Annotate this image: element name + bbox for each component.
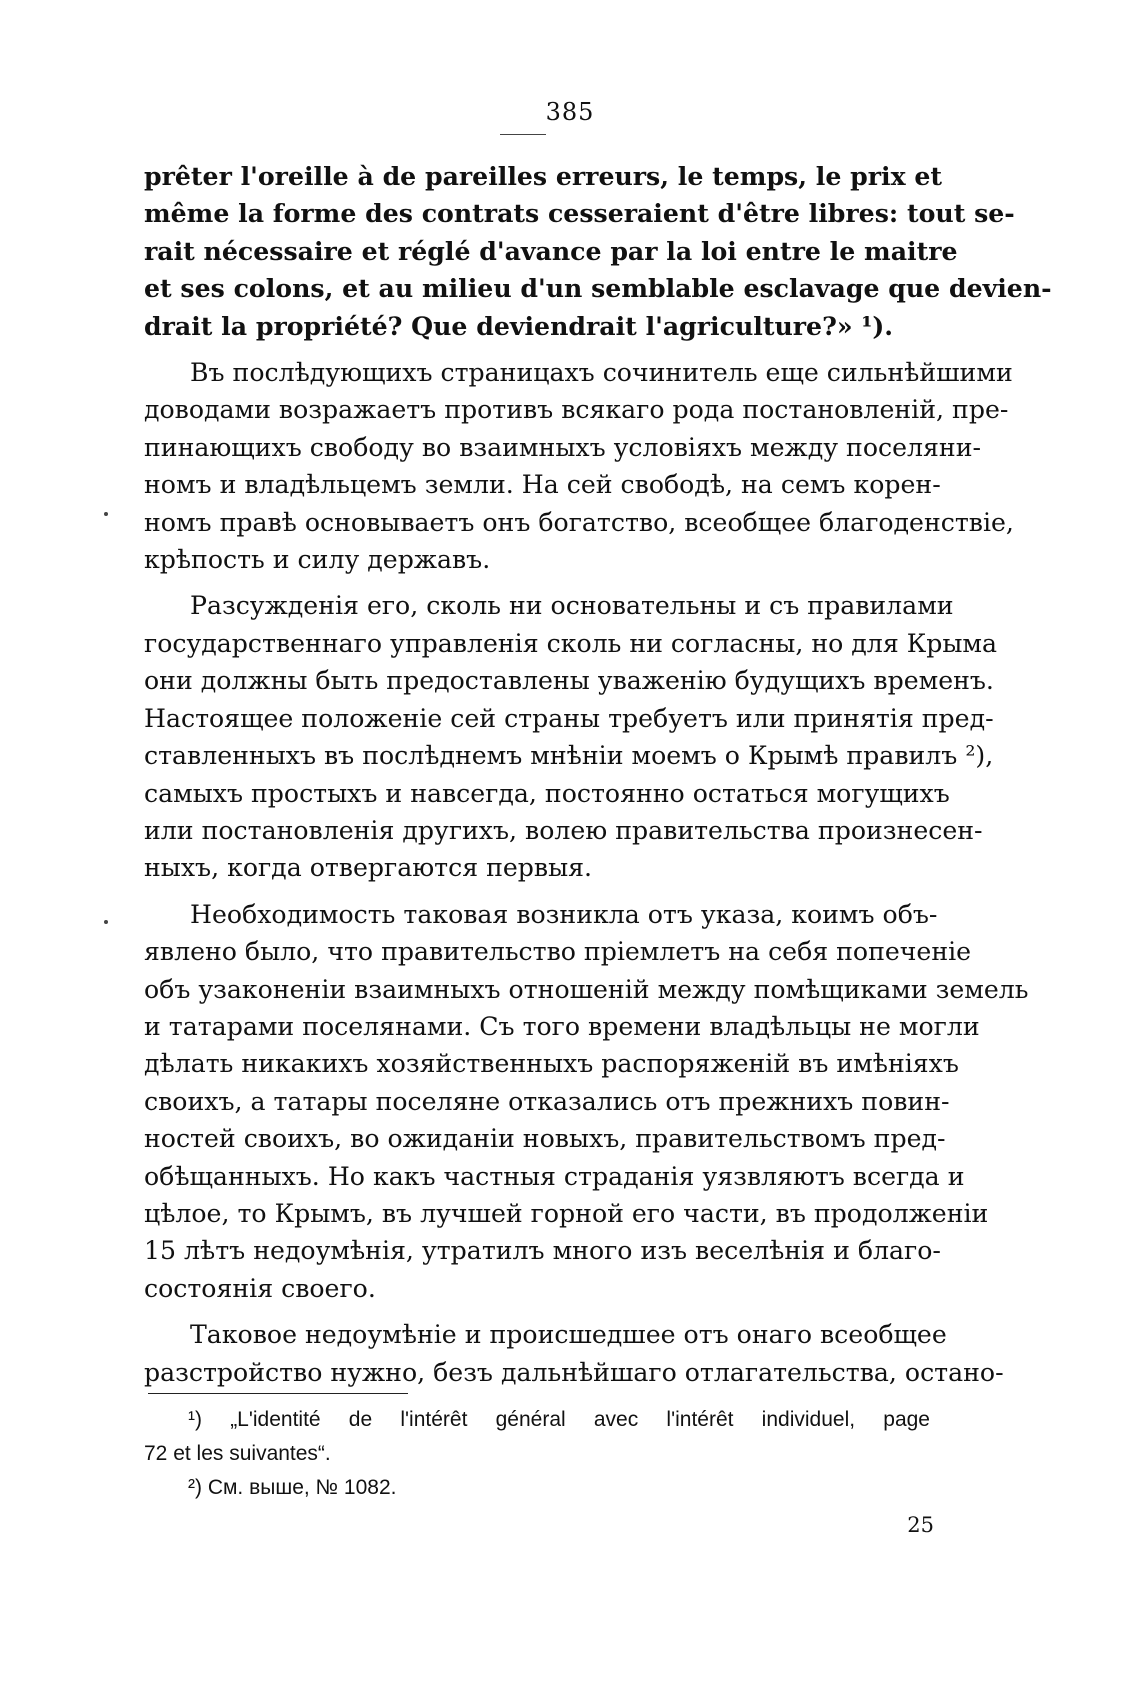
paragraph-4 (144, 1316, 1004, 1391)
paragraph-3-line: и татарами поселянами. Съ того времени владѣльцы не могли (144, 1011, 980, 1041)
paragraph-3-line: Необходимость таковая возникла отъ указа, коимъ объ- (190, 899, 938, 929)
signature-mark: 25 (907, 1513, 934, 1537)
paragraph-1-line: крѣпость и силу державъ. (144, 545, 491, 575)
french-quote-line: prêter l'oreille à de pareilles erreurs, le temps, le prix et (144, 161, 943, 191)
paragraph-3 (144, 896, 1029, 1307)
paragraph-3-line: цѣлое, то Крымъ, въ лучшей горной его части, въ продолженіи (144, 1198, 989, 1228)
paragraph-2 (144, 587, 997, 886)
footnote-1-line-2: 72 et les suivantes“. (144, 1442, 331, 1465)
scan-speck (104, 920, 108, 924)
footnotes (144, 1403, 930, 1505)
paragraph-3-line: 15 лѣтъ недоумѣнія, утратилъ много изъ веселѣнія и благо- (144, 1236, 941, 1266)
french-quote-line: même la forme des contrats cesseraient d'être libres: tout se- (144, 198, 1015, 229)
paragraph-3-line: объ узаконеніи взаимныхъ отношеній между помѣщиками земель (144, 974, 1029, 1004)
page-number-rule (500, 134, 546, 135)
page-number: 385 (545, 98, 595, 126)
footnote-1-line-1: ¹) „L'identité de l'intérêt général avec l'intérêt individuel, page (188, 1408, 930, 1431)
paragraph-1-line: Въ послѣдующихъ страницахъ сочинитель еще сильнѣйшими (190, 358, 1013, 388)
paragraph-3-line: дѣлать никакихъ хозяйственныхъ распоряженій въ имѣніяхъ (144, 1049, 959, 1079)
paragraph-1-line: номъ правѣ основываетъ онъ богатство, всеобщее благоденствіе, (144, 507, 1014, 537)
paragraph-4-line: разстройство нужно, безъ дальнѣйшаго отлагательства, остано- (144, 1357, 1004, 1387)
scan-speck (104, 512, 108, 516)
paragraph-3-line: обѣщанныхъ. Но какъ частныя страданія уязвляютъ всегда и (144, 1161, 965, 1191)
paragraph-2-line: ставленныхъ въ послѣднемъ мнѣніи моемъ о Крымѣ правилъ ²), (144, 741, 994, 771)
footnote-2: ²) См. выше, № 1082. (188, 1476, 397, 1499)
french-quote-line: rait nécessaire et réglé d'avance par la loi entre le maitre (144, 235, 958, 266)
paragraph-1-line: доводами возражаетъ противъ всякаго рода постановленій, пре- (144, 395, 1009, 425)
paragraph-1-line: номъ и владѣльцемъ земли. На сей свободѣ, на семъ корен- (144, 470, 941, 500)
french-quote-paragraph (144, 158, 1052, 345)
paragraph-4-line: Таковое недоумѣніе и происшедшее отъ онаго всеобщее (190, 1320, 947, 1350)
paragraph-2-line: самыхъ простыхъ и навсегда, постоянно остаться могущихъ (144, 778, 950, 808)
french-quote-line: drait la propriété? Que deviendrait l'agriculture?» ¹). (144, 310, 894, 341)
french-quote-line: et ses colons, et au milieu d'un semblable esclavage que devien- (144, 273, 1052, 304)
paragraph-2-line: ныхъ, когда отвергаются первыя. (144, 853, 593, 883)
paragraph-3-line: явлено было, что правительство пріемлетъ на себя попеченіе (144, 937, 972, 967)
paragraph-2-line: или постановленія другихъ, волею правительства произнесен- (144, 815, 983, 845)
paragraph-2-line: они должны быть предоставлены уваженію будущихъ временъ. (144, 666, 994, 696)
footnote-rule (148, 1393, 408, 1394)
paragraph-2-line: Разсужденія его, сколь ни основательны и съ правилами (190, 591, 954, 621)
paragraph-3-line: ностей своихъ, во ожиданіи новыхъ, правительствомъ пред- (144, 1124, 946, 1154)
paragraph-3-line: состоянія своего. (144, 1273, 376, 1303)
paragraph-1-line: пинающихъ свободу во взаимныхъ условіяхъ между поселяни- (144, 432, 981, 462)
paragraph-3-line: своихъ, а татары поселяне отказались отъ прежнихъ повин- (144, 1086, 950, 1116)
paragraph-2-line: государственнаго управленія сколь ни согласны, но для Крыма (144, 628, 997, 658)
paragraph-1 (144, 354, 1014, 578)
body-text (144, 158, 1052, 1400)
paragraph-2-line: Настоящее положеніе сей страны требуетъ или принятія пред- (144, 703, 994, 733)
